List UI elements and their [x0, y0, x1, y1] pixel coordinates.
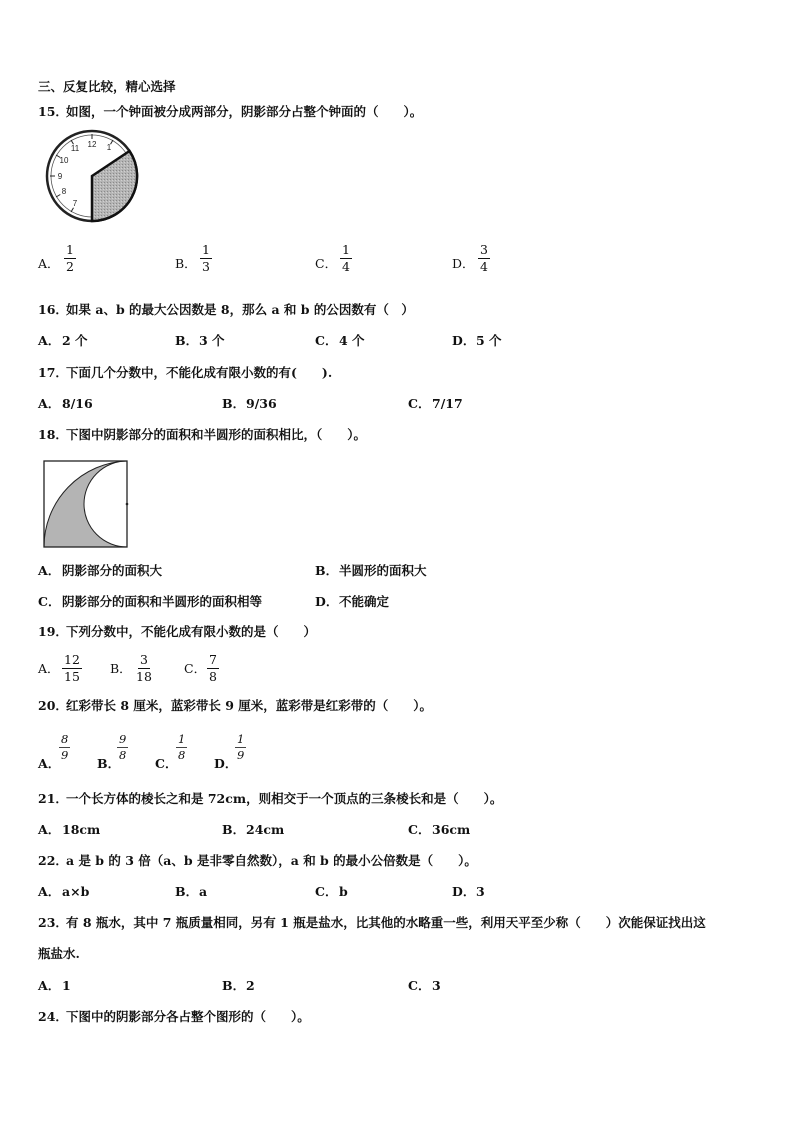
q21-option-c-label: C． — [408, 822, 431, 837]
question-18-number: 18． — [38, 427, 68, 442]
q18-option-c-text: 阴影部分的面积和半圆形的面积相等 — [62, 594, 263, 609]
question-17-text: 下面几个分数中，不能化成有限小数的有( ). — [66, 365, 333, 380]
q23-option-a-label: A． — [38, 978, 61, 993]
svg-text:10: 10 — [59, 156, 69, 165]
q20-option-a-fraction: $\frac{8}{9}$ — [61, 732, 69, 762]
question-24-text: 下图中的阴影部分各占整个图形的（ ）。 — [66, 1009, 310, 1024]
q20-option-d-label: D． — [214, 756, 238, 771]
question-19-text: 下列分数中，不能化成有限小数的是（ ） — [66, 624, 317, 639]
question-16-text: 如果 a、b 的最大公因数是 8，那么 a 和 b 的公因数有（ ） — [66, 302, 414, 317]
question-17-number: 17． — [38, 365, 68, 380]
q22-option-a-text: a×b — [62, 884, 90, 899]
svg-text:8: 8 — [61, 187, 67, 196]
question-23-text: 有 8 瓶水，其中 7 瓶质量相同，另有 1 瓶是盐水，比其他的水略重一些，利用天平至少称（ ）次能保证找出这 — [66, 915, 706, 930]
svg-text:9: 9 — [57, 172, 63, 181]
q18-option-d-label: D． — [315, 594, 339, 609]
q16-option-b-text: 3 个 — [199, 333, 225, 348]
q15-option-b-label: B． — [175, 256, 197, 271]
q21-option-a-text: 18cm — [62, 822, 101, 837]
q18-option-b-label: B． — [315, 563, 339, 578]
q18-option-d-text: 不能确定 — [339, 594, 390, 609]
question-23-number: 23． — [38, 915, 68, 930]
svg-text:7: 7 — [72, 199, 78, 208]
q17-option-a-label: A． — [38, 396, 61, 411]
question-21-number: 21． — [38, 791, 68, 806]
q21-option-a-label: A． — [38, 822, 61, 837]
question-15-number: 15． — [38, 104, 68, 119]
q19-option-a-fraction: $\frac{12}{15}$ — [64, 652, 80, 684]
q22-option-b-text: a — [199, 884, 208, 899]
q23-option-c-label: C． — [408, 978, 431, 993]
q16-option-c-label: C． — [315, 333, 338, 348]
q18-option-b-text: 半圆形的面积大 — [339, 563, 427, 578]
q15-option-a-label: A． — [38, 256, 60, 271]
q16-option-c-text: 4 个 — [339, 333, 365, 348]
q20-option-c-fraction: $\frac{1}{8}$ — [178, 732, 186, 762]
q16-option-d-text: 5 个 — [476, 333, 502, 348]
q19-option-b-label: B． — [110, 661, 132, 676]
q22-option-c-text: b — [339, 884, 348, 899]
q22-option-a-label: A． — [38, 884, 61, 899]
q15-option-c-label: C． — [315, 256, 338, 271]
q17-option-b-label: B． — [222, 396, 246, 411]
question-20-number: 20． — [38, 698, 68, 713]
q15-option-c-fraction: $\frac{1}{4}$ — [342, 242, 350, 274]
q21-option-b-label: B． — [222, 822, 246, 837]
q18-option-c-label: C． — [38, 594, 61, 609]
question-22-number: 22． — [38, 853, 68, 868]
question-15-text: 如图，一个钟面被分成两部分，阴影部分占整个钟面的（ ）。 — [66, 104, 423, 119]
q19-option-c-fraction: $\frac{7}{8}$ — [209, 652, 217, 684]
q16-option-d-label: D． — [452, 333, 476, 348]
q17-option-c-text: 7/17 — [432, 396, 463, 411]
q18-option-a-text: 阴影部分的面积大 — [62, 563, 163, 578]
question-24-number: 24． — [38, 1009, 68, 1024]
q15-option-d-fraction: $\frac{3}{4}$ — [480, 242, 488, 274]
q19-option-b-fraction: $\frac{3}{18}$ — [136, 652, 152, 684]
q20-option-c-label: C． — [155, 756, 178, 771]
q22-option-c-label: C． — [315, 884, 338, 899]
q16-option-a-text: 2 个 — [62, 333, 88, 348]
q20-option-b-label: B． — [97, 756, 121, 771]
q17-option-b-text: 9/36 — [246, 396, 277, 411]
section-title: 三、反复比较，精心选择 — [38, 79, 176, 94]
q23-option-b-text: 2 — [246, 978, 255, 993]
svg-text:11: 11 — [70, 144, 80, 153]
question-22-text: a 是 b 的 3 倍（a、b 是非零自然数），a 和 b 的最小公倍数是（ ）。 — [66, 853, 477, 868]
q20-option-a-label: A． — [38, 756, 61, 771]
question-16-number: 16． — [38, 302, 68, 317]
q23-option-a-text: 1 — [62, 978, 71, 993]
q16-option-b-label: B． — [175, 333, 199, 348]
q18-option-a-label: A． — [38, 563, 61, 578]
q21-option-b-text: 24cm — [246, 822, 285, 837]
q22-option-b-label: B． — [175, 884, 199, 899]
clock-face-figure — [44, 128, 140, 224]
q17-option-c-label: C． — [408, 396, 431, 411]
svg-text:1: 1 — [106, 143, 112, 152]
question-23-text-continued: 瓶盐水. — [38, 946, 80, 961]
q16-option-a-label: A． — [38, 333, 61, 348]
q23-option-c-text: 3 — [432, 978, 441, 993]
q20-option-d-fraction: $\frac{1}{9}$ — [237, 732, 245, 762]
q22-option-d-text: 3 — [476, 884, 485, 899]
q15-option-d-label: D． — [452, 256, 475, 271]
q19-option-a-label: A． — [38, 661, 60, 676]
q19-option-c-label: C． — [184, 661, 207, 676]
question-19-number: 19． — [38, 624, 68, 639]
q23-option-b-label: B． — [222, 978, 246, 993]
q22-option-d-label: D． — [452, 884, 476, 899]
q21-option-c-text: 36cm — [432, 822, 471, 837]
q15-option-b-fraction: $\frac{1}{3}$ — [202, 242, 210, 274]
q17-option-a-text: 8/16 — [62, 396, 93, 411]
square-semicircle-figure — [42, 459, 132, 549]
question-21-text: 一个长方体的棱长之和是 72cm，则相交于一个顶点的三条棱长和是（ ）。 — [66, 791, 503, 806]
question-20-text: 红彩带长 8 厘米，蓝彩带长 9 厘米，蓝彩带是红彩带的（ ）。 — [66, 698, 433, 713]
q15-option-a-fraction: $\frac{1}{2}$ — [66, 242, 74, 274]
svg-text:12: 12 — [87, 140, 97, 149]
question-18-text: 下图中阴影部分的面积和半圆形的面积相比，（ ）。 — [66, 427, 367, 442]
q20-option-b-fraction: $\frac{9}{8}$ — [119, 732, 127, 762]
